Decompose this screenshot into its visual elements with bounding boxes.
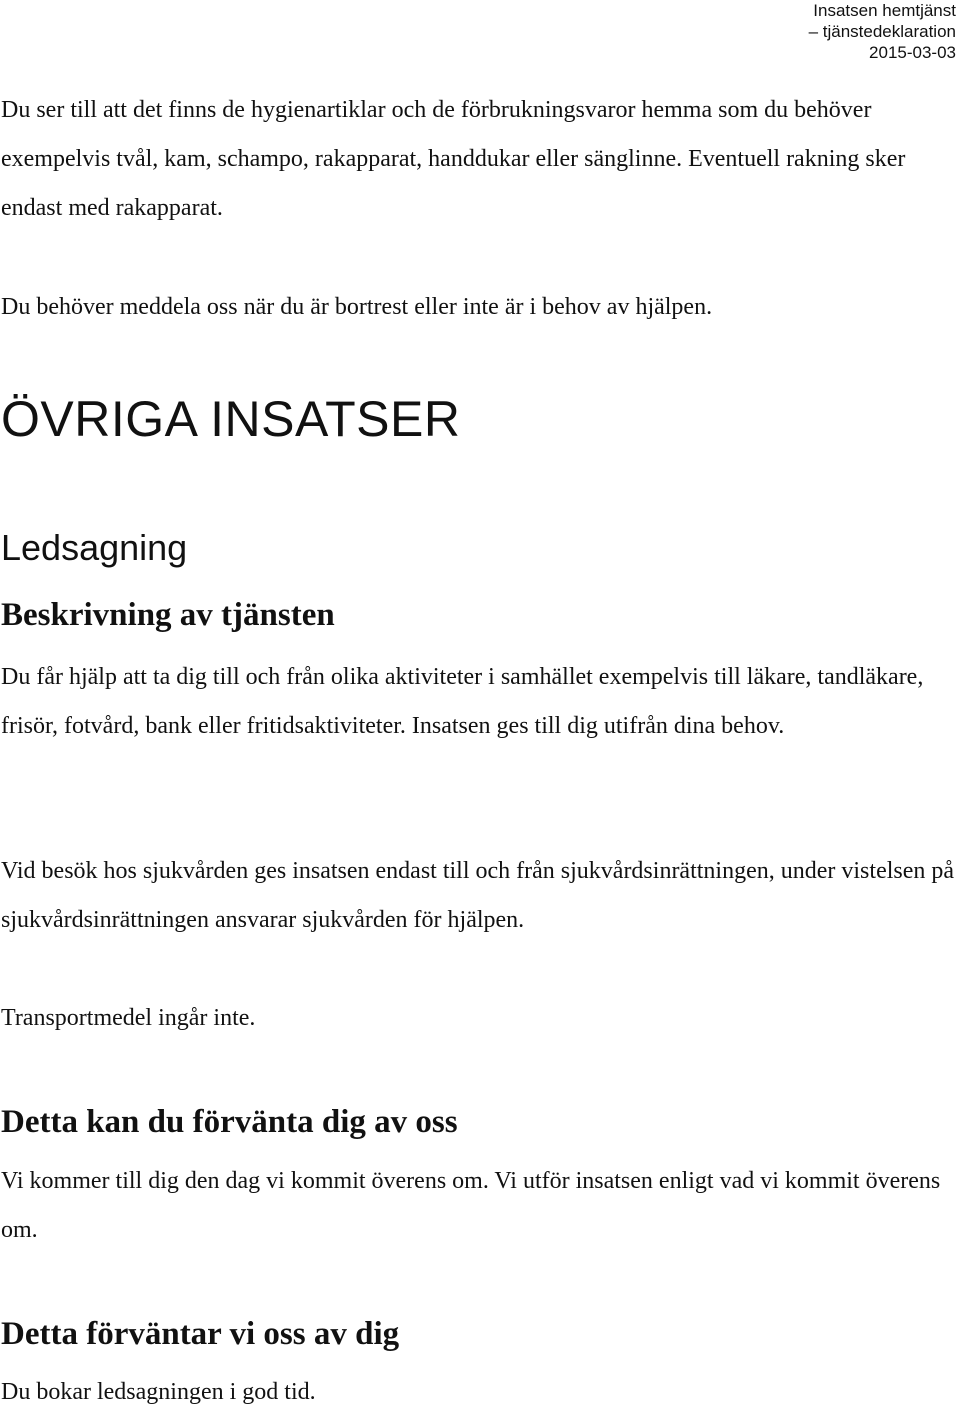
we-expect-paragraph: Du bokar ledsagningen i god tid.: [1, 1379, 316, 1405]
header-date: 2015-03-03: [869, 43, 956, 62]
description-paragraph-healthcare: Vid besök hos sjukvården ges insatsen endast till och från sjukvårdsinrättningen, under vistelsen på sjukvårdsinrättningen ansvarar sjukvården för hjälpen.: [1, 858, 955, 933]
page-header: [809, 0, 956, 63]
intro-paragraph-notify: Du behöver meddela oss när du är bortrest eller inte är i behov av hjälpen.: [1, 294, 713, 320]
header-subtitle: – tjänstedeklaration: [808, 22, 956, 41]
section-subtitle: Ledsagning: [1, 527, 188, 568]
intro-paragraph-hygiene: Du ser till att det finns de hygienartiklar och de förbrukningsvaror hemma som du behöver exempelvis tvål, kam, schampo, rakapparat, handdukar eller sänglinne. Eventuell rakning sker endast med rakapparat.: [1, 97, 906, 221]
description-heading: Beskrivning av tjänsten: [1, 597, 335, 633]
header-title: Insatsen hemtjänst: [813, 1, 956, 20]
description-paragraph-transport: Transportmedel ingår inte.: [1, 1005, 256, 1031]
expect-heading: Detta kan du förvänta dig av oss: [1, 1104, 458, 1140]
section-title: ÖVRIGA INSATSER: [1, 391, 461, 447]
expect-paragraph: Vi kommer till dig den dag vi kommit överens om. Vi utför insatsen enligt vad vi kommit överens om.: [1, 1168, 941, 1243]
description-paragraph-activities: Du får hjälp att ta dig till och från olika aktiviteter i samhället exempelvis till läkare, tandläkare, frisör, fotvård, bank eller fritidsaktiviteter. Insatsen ges till dig utifrån dina behov.: [1, 664, 924, 739]
we-expect-heading: Detta förväntar vi oss av dig: [1, 1316, 400, 1352]
